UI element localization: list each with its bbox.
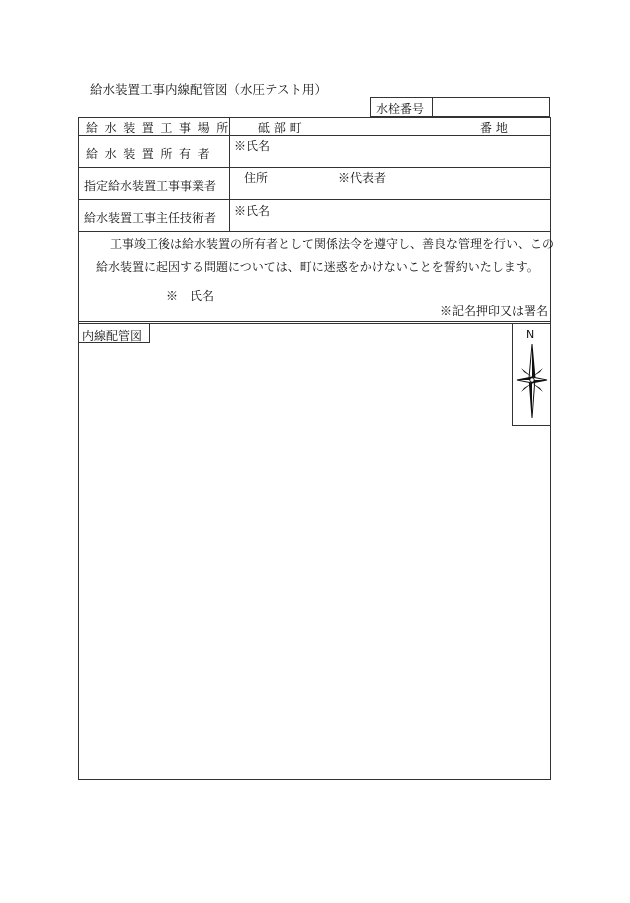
chief-name-prefix: ※氏名	[234, 204, 271, 218]
form-title: 給水装置工事内線配管図（水圧テスト用）	[90, 82, 328, 97]
chief-name-field[interactable]	[280, 201, 545, 229]
site-banchi: 番地	[480, 121, 512, 135]
pledge-text-line1: 工事竣工後は給水装置の所有者として関係法令を遵守し、善良な管理を行い、この	[110, 237, 555, 251]
chief-engineer-label: 給水装置工事主任技術者	[84, 211, 217, 225]
hydrant-number-label: 水栓番号	[376, 102, 425, 116]
site-town: 砥部町	[258, 121, 306, 135]
site-label: 給水装置工事場所	[86, 121, 235, 135]
pledge-note: ※記名押印又は署名	[440, 304, 549, 318]
piping-diagram-area[interactable]	[79, 344, 509, 778]
site-address-field[interactable]	[320, 118, 470, 134]
pledge-name-field[interactable]	[230, 284, 430, 302]
owner-name-field[interactable]	[280, 137, 545, 165]
owner-label: 給水装置所有者	[86, 147, 217, 161]
hydrant-number-field[interactable]	[438, 100, 546, 114]
compass-north-label: N	[526, 328, 535, 341]
diagram-label: 内線配管図	[82, 329, 143, 343]
pledge-text-line2: 給水装置に起因する問題については、町に迷惑をかけないことを誓約いたします。	[96, 260, 539, 274]
contractor-rep-label: ※代表者	[338, 171, 387, 185]
pledge-name-label: ※ 氏名	[166, 289, 215, 303]
contractor-field[interactable]	[232, 184, 544, 198]
contractor-address-label: 住所	[244, 171, 269, 185]
compass-rose-icon	[514, 342, 550, 420]
owner-name-prefix: ※氏名	[234, 139, 271, 153]
contractor-label: 指定給水装置工事事業者	[84, 179, 217, 193]
